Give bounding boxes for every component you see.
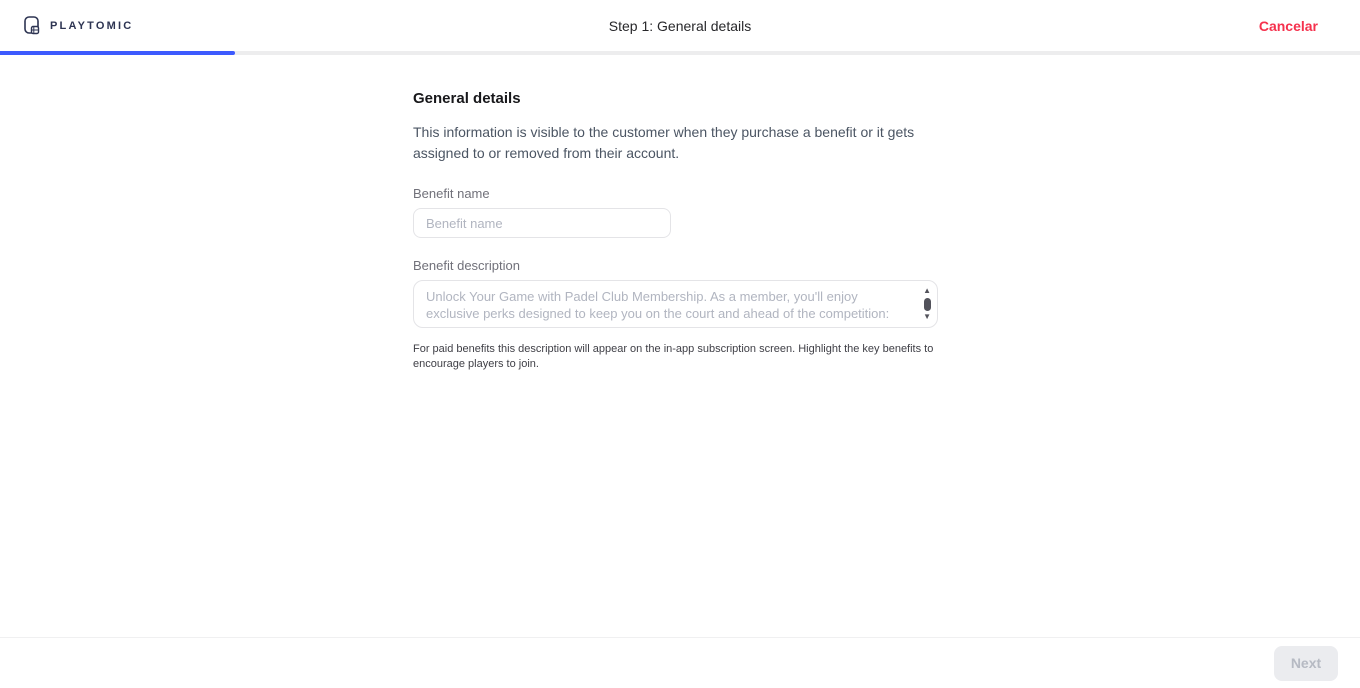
scroll-down-icon[interactable]: ▼ (923, 312, 931, 321)
playtomic-logo (22, 14, 133, 38)
step-title: Step 1: General details (608, 17, 752, 34)
main-content (0, 55, 1360, 372)
next-button[interactable]: Next (1274, 646, 1338, 681)
cancel-link[interactable]: Cancelar (1258, 17, 1318, 34)
benefit-description-textarea[interactable] (413, 280, 938, 328)
scroll-up-icon[interactable]: ▲ (923, 286, 931, 295)
benefit-description-field-group (413, 258, 938, 372)
form-heading: General details (413, 90, 521, 107)
general-details-form (413, 90, 938, 372)
playtomic-logo-icon (22, 14, 42, 38)
footer-bar (0, 637, 1360, 688)
benefit-name-label: Benefit name (413, 186, 490, 201)
textarea-scrollbar[interactable] (923, 287, 931, 321)
benefit-description-helper: For paid benefits this description will appear on the in-app subscription screen. Highlight the key benefits to encourage players to join. (413, 343, 934, 370)
header (0, 0, 1360, 51)
benefit-name-field-group (413, 186, 938, 238)
benefit-name-input[interactable] (413, 208, 671, 238)
benefit-description-label: Benefit description (413, 258, 520, 273)
benefit-description-wrap (413, 280, 938, 333)
playtomic-wordmark: PLAYTOMIC (50, 19, 134, 32)
form-description: This information is visible to the customer when they purchase a benefit or it gets assigned to or removed from their account. (413, 124, 915, 161)
scroll-thumb[interactable] (924, 298, 931, 311)
